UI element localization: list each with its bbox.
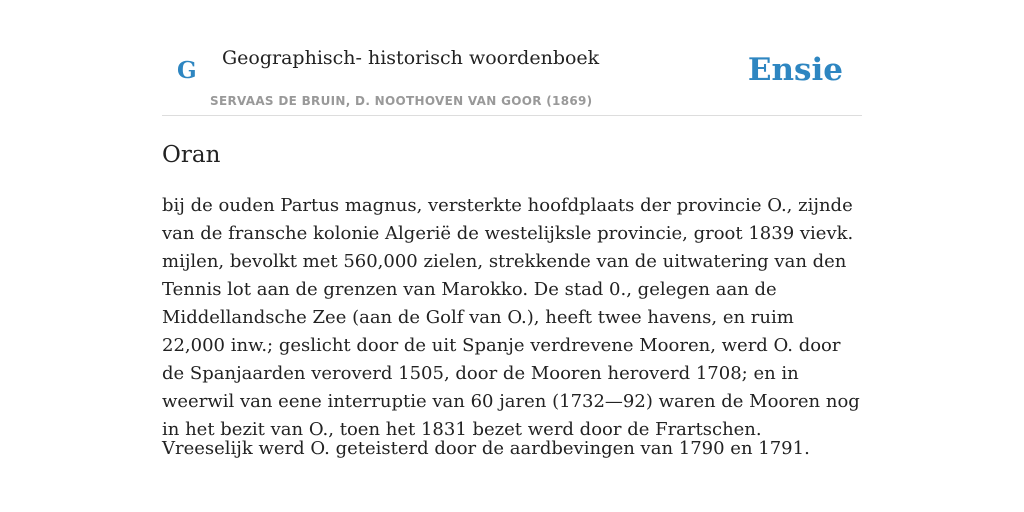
book-initial-logo[interactable]: G bbox=[177, 57, 197, 84]
entry-paragraph: Vreeselijk werd O. geteisterd door de aardbevingen van 1790 en 1791. bbox=[162, 438, 810, 459]
entry-paragraph: bij de ouden Partus magnus, versterkte hoofdplaats der provincie O., zijnde van de fransche kolonie Algerië de westelijksle provincie, groot 1839 vievk. mijlen, bevolkt met 560,000 zielen, strekkende van de uitwatering van den Tennis lot aan de grenzen van Marokko. De stad 0., gelegen aan de Middellandsche Zee (aan de Golf van O.), heeft twee havens, en ruim 22,000 inw.; geslicht door de uit Spanje verdrevene Mooren, werd O. door de Spanjaarden veroverd 1505, door de Mooren heroverd 1708; en in weerwil van eene interruptie van 60 jaren (1732—92) waren de Mooren nog in het bezit van O., toen het 1831 bezet werd door de Frartschen. bbox=[162, 195, 860, 440]
page-container bbox=[162, 0, 862, 512]
ensie-logo-link[interactable]: Ensie bbox=[747, 52, 843, 88]
entry-title: Oran bbox=[162, 142, 221, 168]
book-title-link[interactable]: Geographisch- historisch woordenboek bbox=[222, 47, 600, 69]
book-header bbox=[162, 0, 862, 116]
book-author: SERVAAS DE BRUIN, D. NOOTHOVEN VAN GOOR (1869) bbox=[210, 94, 593, 108]
